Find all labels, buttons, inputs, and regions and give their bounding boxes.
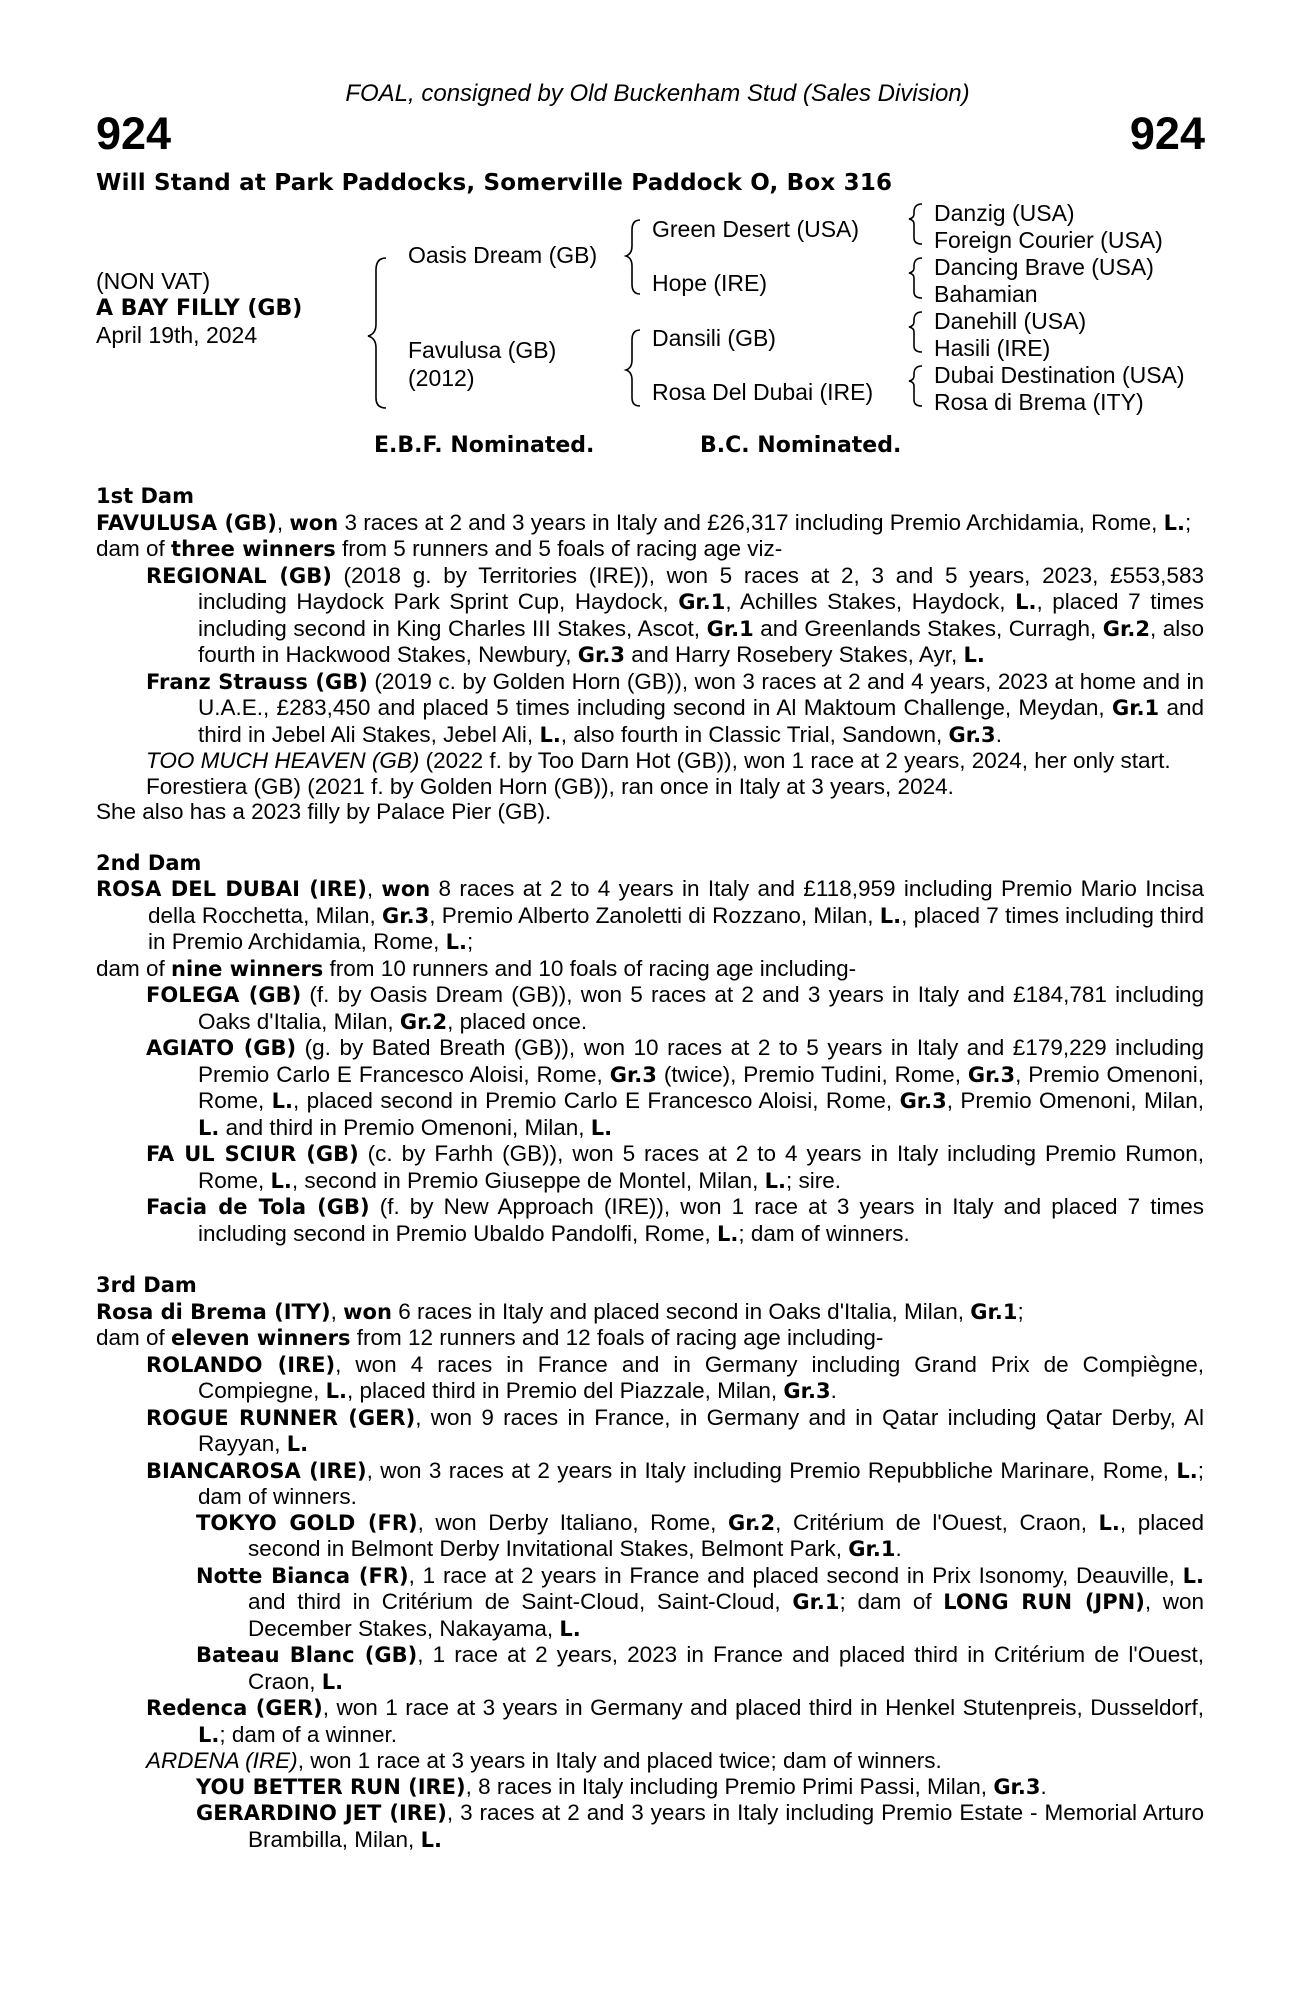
sds: Dancing Brave (USA)	[934, 254, 1154, 280]
sdd: Bahamian	[934, 281, 1038, 307]
dam: Favulusa (GB)	[408, 337, 557, 363]
lot-number-left: 924	[96, 108, 172, 159]
produce-rolando: ROLANDO (IRE), won 4 races in France and in Germany including Grand Prix de Compiègne, Compiegne, L., placed third in Premio del Piazzale, Milan, Gr.3.	[146, 1351, 1204, 1403]
sire-dam: Hope (IRE)	[652, 270, 768, 296]
produce-biancarosa: BIANCAROSA (IRE), won 3 races at 2 years in Italy including Premio Repubbliche Marinare, Rome, L.; dam of winners.	[146, 1457, 1205, 1509]
produce-ardena: ARDENA (IRE), won 1 race at 3 years in Italy and placed twice; dam of winners.	[146, 1748, 942, 1773]
dam-dam: Rosa Del Dubai (IRE)	[652, 379, 874, 405]
lot-number-right: 924	[1129, 108, 1205, 159]
first-dam-entry: FAVULUSA (GB), won 3 races at 2 and 3 years in Italy and £26,317 including Premio Archidamia, Rome, L.;	[96, 509, 1192, 535]
second-dam-produce-summary: dam of nine winners from 10 runners and 10 foals of racing age including-	[96, 955, 857, 981]
stand-location: Will Stand at Park Paddocks, Somerville Paddock O, Box 316	[96, 170, 893, 196]
horse-name: A BAY FILLY (GB)	[96, 296, 303, 321]
dsd: Hasili (IRE)	[934, 335, 1051, 361]
vat-status: (NON VAT)	[96, 268, 211, 294]
produce-fa-ul-sciur: FA UL SCIUR (GB) (c. by Farhh (GB)), won 5 races at 2 to 4 years in Italy including Premio Rumon, Rome, L., second in Premio Giuseppe de Montel, Milan, L.; sire.	[146, 1141, 1204, 1193]
produce-agiato: AGIATO (GB) (g. by Bated Breath (GB)), won 10 races at 2 to 5 years in Italy and £179,229 including Premio Carlo E Francesco Aloisi, Rome, Gr.3 (twice), Premio Tudini, Rome, Gr.3, Premio Omenoni, Rome, L., placed second in Premio Carlo E Francesco Aloisi, Rome, Gr.3, Premio Omenoni, Milan, L. and third in Premio Omenoni, Milan, L.	[146, 1035, 1204, 1140]
ebf-nomination: E.B.F. Nominated.	[374, 433, 595, 458]
sire-sire: Green Desert (USA)	[652, 216, 860, 242]
produce-regional: REGIONAL (GB) (2018 g. by Territories (IRE)), won 5 races at 2, 3 and 5 years, 2023, £553,583 including Haydock Park Sprint Cup, Haydock, Gr.1, Achilles Stakes, Haydock, L., placed 7 times including second in King Charles III Stakes, Ascot, Gr.1 and Greenlands Stakes, Curragh, Gr.2, also fourth in Hackwood Stakes, Newbury, Gr.3 and Harry Rosebery Stakes, Ayr, L.	[146, 562, 1205, 667]
produce-too-much-heaven: TOO MUCH HEAVEN (GB) (2022 f. by Too Darn Hot (GB)), won 1 race at 2 years, 2024, her only start.	[146, 748, 1171, 773]
first-dam-produce-summary: dam of three winners from 5 runners and 5 foals of racing age viz-	[96, 536, 783, 561]
consignor-line: FOAL, consigned by Old Buckenham Stud (Sales Division)	[345, 80, 970, 107]
produce-redenca: Redenca (GER), won 1 race at 3 years in Germany and placed third in Henkel Stutenpreis, Dusseldorf, L.; dam of a winner.	[146, 1695, 1204, 1747]
sire: Oasis Dream (GB)	[408, 242, 598, 268]
third-dam-heading: 3rd Dam	[96, 1273, 197, 1297]
produce-franz-strauss: Franz Strauss (GB) (2019 c. by Golden Horn (GB)), won 3 races at 2 and 4 years, 2023 at home and in U.A.E., £283,450 and placed 5 times including second in Al Maktoum Challenge, Meydan, Gr.1 and third in Jebel Ali Stakes, Jebel Ali, L., also fourth in Classic Trial, Sandown, Gr.3.	[146, 668, 1204, 747]
sss: Danzig (USA)	[934, 200, 1075, 226]
dam-year: (2012)	[408, 365, 475, 391]
produce-facia-de-tola: Facia de Tola (GB) (f. by New Approach (IRE)), won 1 race at 3 years in Italy and placed 7 times including second in Premio Ubaldo Pandolfi, Rome, L.; dam of winners.	[146, 1194, 1204, 1246]
produce-rogue-runner: ROGUE RUNNER (GER), won 9 races in France, in Germany and in Qatar including Qatar Derby, Al Rayyan, L.	[146, 1404, 1204, 1456]
first-dam-heading: 1st Dam	[96, 484, 194, 508]
produce-bateau-blanc: Bateau Blanc (GB), 1 race at 2 years, 2023 in France and placed third in Critérium de l'Ouest, Craon, L.	[196, 1642, 1204, 1694]
produce-tokyo-gold: TOKYO GOLD (FR), won Derby Italiano, Rome, Gr.2, Critérium de l'Ouest, Craon, L., placed second in Belmont Derby Invitational Stakes, Belmont Park, Gr.1.	[196, 1509, 1204, 1561]
bc-nomination: B.C. Nominated.	[700, 433, 902, 458]
ssd: Foreign Courier (USA)	[934, 227, 1163, 253]
produce-forestiera: Forestiera (GB) (2021 f. by Golden Horn (GB)), ran once in Italy at 3 years, 2024.	[146, 773, 954, 799]
ddd: Rosa di Brema (ITY)	[934, 389, 1144, 415]
third-dam-produce-summary: dam of eleven winners from 12 runners and 12 foals of racing age including-	[96, 1325, 884, 1350]
catalogue-body	[96, 484, 1204, 1853]
produce-notte-bianca: Notte Bianca (FR), 1 race at 2 years in France and placed second in Prix Isonomy, Deauville, L. and third in Critérium de Saint-Cloud, Saint-Cloud, Gr.1; dam of LONG RUN (JPN), won December Stakes, Nakayama, L.	[196, 1562, 1204, 1641]
produce-gerardino-jet: GERARDINO JET (IRE), 3 races at 2 and 3 years in Italy including Premio Estate - Memorial Arturo Brambilla, Milan, L.	[196, 1800, 1204, 1852]
second-dam-heading: 2nd Dam	[96, 850, 202, 875]
dss: Danehill (USA)	[934, 308, 1087, 334]
horse-dob: April 19th, 2024	[96, 322, 258, 348]
dds: Dubai Destination (USA)	[934, 362, 1185, 388]
produce-you-better-run: YOU BETTER RUN (IRE), 8 races in Italy including Premio Primi Passi, Milan, Gr.3.	[196, 1773, 1047, 1799]
third-dam-entry: Rosa di Brema (ITY), won 6 races in Italy and placed second in Oaks d'Italia, Milan, Gr.1;	[96, 1298, 1024, 1324]
produce-note: She also has a 2023 filly by Palace Pier (GB).	[96, 799, 552, 824]
second-dam-entry: ROSA DEL DUBAI (IRE), won 8 races at 2 to 4 years in Italy and £118,959 including Premio Mario Incisa della Rocchetta, Milan, Gr.3, Premio Alberto Zanoletti di Rozzano, Milan, L., placed 7 times including third in Premio Archidamia, Rome, L.;	[96, 876, 1204, 954]
dam-sire: Dansili (GB)	[652, 325, 776, 351]
produce-folega: FOLEGA (GB) (f. by Oasis Dream (GB)), won 5 races at 2 and 3 years in Italy and £184,781 including Oaks d'Italia, Milan, Gr.2, placed once.	[146, 982, 1204, 1034]
